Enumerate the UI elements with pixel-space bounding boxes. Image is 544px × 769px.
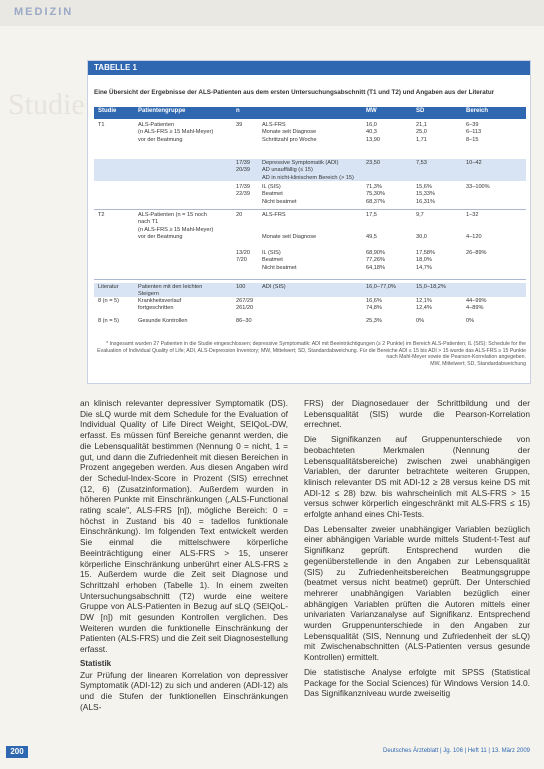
table-row [94, 183, 526, 209]
table-cell-var: Monate seit Diagnose [262, 234, 317, 240]
table-cell-sd: 12,1% 12,4% [416, 298, 432, 312]
table-cell-bereich: 10–42 [466, 160, 482, 166]
table-cell-sd: 7,53 [416, 160, 427, 166]
table-cell-var: ADI (SIS) [262, 284, 286, 290]
table-cell-n: 17/39 22/39 [236, 184, 250, 198]
table-row [94, 249, 526, 279]
left-paragraph-1: an klinisch relevanter depressiver Symptomatik (DS). Die sLQ wurde mit dem Schedule for the Evaluation of Individual Quality of Life Direct Weight, SEIQoL-DW, erfasst. Es müssen fünf Bereiche genannt werden, die die Lebensqualität bestimmen (Nennung 0 = nicht, 1 = gut, und dann die Zufriedenheit mit diesen Bereichen in Prozent angegeben werden. Aus diesen Angaben wird der Schedul-Index-Score in Prozent (SIS) errechnet (12, 6) (Zusatzinformation). Außerdem wurden in höheren Punkte mit Einschränkungen („ALS-Functional rating scale", ALS-FRS [n]), mögliche Bereich: 0 = höchst in Zustand bis 40 = tadellos funktionale Einschränkung). Im folgenden Text entwickelt werden Sie einmal die mittelschwere körperliche Beeinträchtigung einer ALS-FRS > 15, unserer körperliche Einschränkung unberührt einer ALS-FRS ≥ 15. Außerdem wurde die Zeit seit Diagnose und Schrittzahl erhoben (Tabelle 1). In einem zweiten Untersuchungsabschnitt (T2) wurde eine weitere Gruppe von ALS-Patienten in Bezug auf sLQ (SEIQoL-DW [n]) mit gesunden Kontrollen verglichen. Des Weiteren wurden die funktionelle Einschränkung der Patienten (ALS-FRS) und die Zeit seit Diagnosestellung erfasst. [80, 398, 288, 655]
table-cell-n: 17/39 20/39 [236, 160, 250, 174]
left-paragraph-2: Zur Prüfung der linearen Korrelation von depressiver Symptomatik (ADI-12) zu sich und anderen (ADI-12) als und die Stufen der funktionellen Einschränkungen (ALS- [80, 669, 288, 712]
table-cell-mw: 16,6% 74,8% [366, 298, 382, 312]
table-cell-mw: 68,90% 77,26% 64,18% [366, 250, 385, 271]
table-cell-sd: 17,58% 18,0% 14,7% [416, 250, 435, 271]
table-cell-n: 13/20 7/20 [236, 250, 250, 264]
table-cell-bereich: 6–39 6–113 8–15 [466, 122, 482, 143]
header-bereich: Bereich [466, 108, 489, 114]
table-cell-studie: Literatur [98, 284, 119, 290]
table-cell-gruppe: ALS-Patienten (n ALS-FRS ≥ 15 Mahl-Meyer) vor der Beatmung [138, 122, 214, 143]
header-bar [0, 0, 544, 26]
table-cell-var: ALS-FRS [262, 212, 286, 218]
table-cell-n: 267/29 261/20 [236, 298, 254, 312]
table-cell-studie: T2 [98, 212, 105, 218]
table-caption: Eine Übersicht der Ergebnisse der ALS-Patienten aus dem ersten Untersuchungsabschnitt (T1 und T2) und Angaben aus der Literatur [94, 89, 495, 96]
table-cell-var: Depressive Symptomatik (ADI) AD unauffällig (≤ 15) AD in nicht-klinischem Bereich (> 15) [262, 160, 354, 181]
table-cell-sd: 9,7 [416, 212, 424, 218]
right-column [304, 398, 530, 703]
journal-footer: Deutsches Ärzteblatt | Jg. 106 | Heft 11 | 13. März 2009 [383, 748, 530, 754]
table-cell-sd: 21,1 25,0 1,71 [416, 122, 427, 143]
header-sd: SD [416, 108, 425, 114]
table-divider [94, 279, 526, 280]
left-column [80, 398, 288, 716]
right-paragraph-1: FRS) der Diagnosedauer der Schrittbildung und der Lebensqualität (SIS) wurde die Pearson-Korrelation errechnet. [304, 398, 530, 430]
table-cell-mw: 16,0 40,3 13,90 [366, 122, 380, 143]
table-divider [94, 209, 526, 210]
background-watermark: Studie [8, 88, 85, 121]
table-cell-bereich: 44–99% 4–89% [466, 298, 487, 312]
table-cell-mw: 17,5 [366, 212, 377, 218]
table-cell-mw: 25,3% [366, 318, 382, 324]
table-cell-bereich: 26–89% [466, 250, 487, 256]
table-tag: TABELLE 1 [88, 61, 530, 75]
right-paragraph-2: Die Signifikanzen auf Gruppenunterschiede von beobachteten Merkmalen (Nennung der Lebensqualitätsbereiche) zwischen zwei unabhängigen Variablen, der darunter betrachtete weiteren Gruppen, klinisch relevanter DS mit ADI-12 ≥ 28 versus keine DS mit ADI-12 ≤ 28) bzw. bis wahrscheinlich mit ALS-FRS > 15 versus schwer körperlich eingeschränkt mit ALS-FRS ≤ 15) erfolgte anhand eines Chi-Tests. [304, 434, 530, 520]
table-row [94, 297, 526, 315]
table-cell-bereich: 0% [466, 318, 475, 324]
table-row [94, 121, 526, 147]
table-cell-studie: 8 (n = 5) [98, 298, 119, 304]
table-cell-mw: 16,0–77,0% [366, 284, 396, 290]
table-cell-n: 100 [236, 284, 246, 290]
table-header-row [94, 107, 526, 119]
table-1 [87, 60, 531, 384]
table-cell-gruppe: ALS-Patienten (n = 15 noch nach T1 (n ALS-FRS ≥ 15 Mahl-Meyer) vor der Beatmung [138, 212, 214, 241]
table-row [94, 283, 526, 297]
table-cell-sd: 15,6% 15,33% 16,31% [416, 184, 435, 205]
header-studie: Studie [98, 108, 117, 114]
table-cell-n: 39 [236, 122, 243, 128]
right-paragraph-4: Die statistische Analyse erfolgte mit SPSS (Statistical Package for the Social Sciences) für Windows Version 14.0. Das Signifikanzniveau wurde zweiseitig [304, 666, 530, 699]
table-row [94, 233, 526, 247]
table-cell-sd: 0% [416, 318, 425, 324]
table-cell-mw: 49,5 [366, 234, 377, 240]
table-cell-gruppe: Gesunde Kontrollen [138, 318, 188, 324]
header-gruppe: Patientengruppe [138, 108, 186, 114]
table-cell-studie: 8 (n = 5) [98, 318, 119, 324]
table-row [94, 159, 526, 181]
table-cell-mw: 71,3% 75,30% 68,37% [366, 184, 385, 205]
table-cell-n: 86–30 [236, 318, 252, 324]
header-mw: MW [366, 108, 377, 114]
table-cell-var: IL (SIS) Beatmet Nicht beatmet [262, 250, 297, 271]
table-row [94, 317, 526, 327]
table-cell-n: 20 [236, 212, 243, 218]
page-number: 200 [6, 746, 28, 758]
right-paragraph-3: Das Lebensalter zweier unabhängiger Variablen bezüglich einer abhängigen Variable wurde mittels Student-t-Test auf Signifikanz geprüft. Entsprechend wurden die gegenüberstellende in den Angaben zur Lebensqualität (SIS) zu Zufriedenheitsbereichen Beatmungsgruppe (beatmet versus nicht beatmet) geprüft. Der Unterschied mehrerer unabhängigen Variablen bezüglich einer abhängigen Variablen prüften die Autoren mittels einer univariaten Varianzanalyse auf Signifikanz. Entsprechend wurden Gruppenunterschiede in den Angaben zur Lebensqualität (SIS, Nennung und Zufriedenheit der sLQ) mit Zwischenabschnitten (ALS-Patienten versus gesunde Kontrollen) ermittelt. [304, 523, 530, 663]
subheading-statistik: Statistik [80, 658, 112, 668]
table-cell-studie: T1 [98, 122, 105, 128]
table-cell-var: ALS-FRS Monate seit Diagnose Schrittzahl pro Woche [262, 122, 317, 143]
table-cell-mw: 23,50 [366, 160, 380, 166]
table-cell-gruppe: Patienten mit den leichten Steigern [138, 284, 203, 298]
footnote-text: * Insgesamt wurden 27 Patienten in die Studie eingeschlossen; depressive Symptomatik: ADI mit Beeinträchtigungen (≥ 2 Punkte) im Bereich ALS-Patienten; IL (SIS): Schedule for the Evaluation of Individual Quality of Life; ADI, ALS-Depression Inventory; MW, Mittelwert; SD, Standardabweichung. Für die Bereiche ADI ≤ 15 bis ADI > 15 wurde das ALS-FRS ≥ 15 Punkte nach Mahl-Meyer sowie die Pearson-Korrelation angegeben. [97, 341, 526, 361]
table-cell-sd: 15,0–18,2% [416, 284, 446, 290]
table-cell-gruppe: Krankheitsverlauf fortgeschritten [138, 298, 182, 312]
header-n: n [236, 108, 240, 114]
table-cell-bereich: 1–32 [466, 212, 479, 218]
section-label: MEDIZIN [14, 6, 74, 18]
table-footnote [94, 341, 526, 367]
table-cell-sd: 30,0 [416, 234, 427, 240]
table-cell-bereich: 33–100% [466, 184, 490, 190]
table-cell-var: IL (SIS) Beatmet Nicht beatmet [262, 184, 297, 205]
table-cell-bereich: 4–120 [466, 234, 482, 240]
footnote-abbreviations: MW, Mittelwert; SD, Standardabweichung [430, 360, 526, 367]
